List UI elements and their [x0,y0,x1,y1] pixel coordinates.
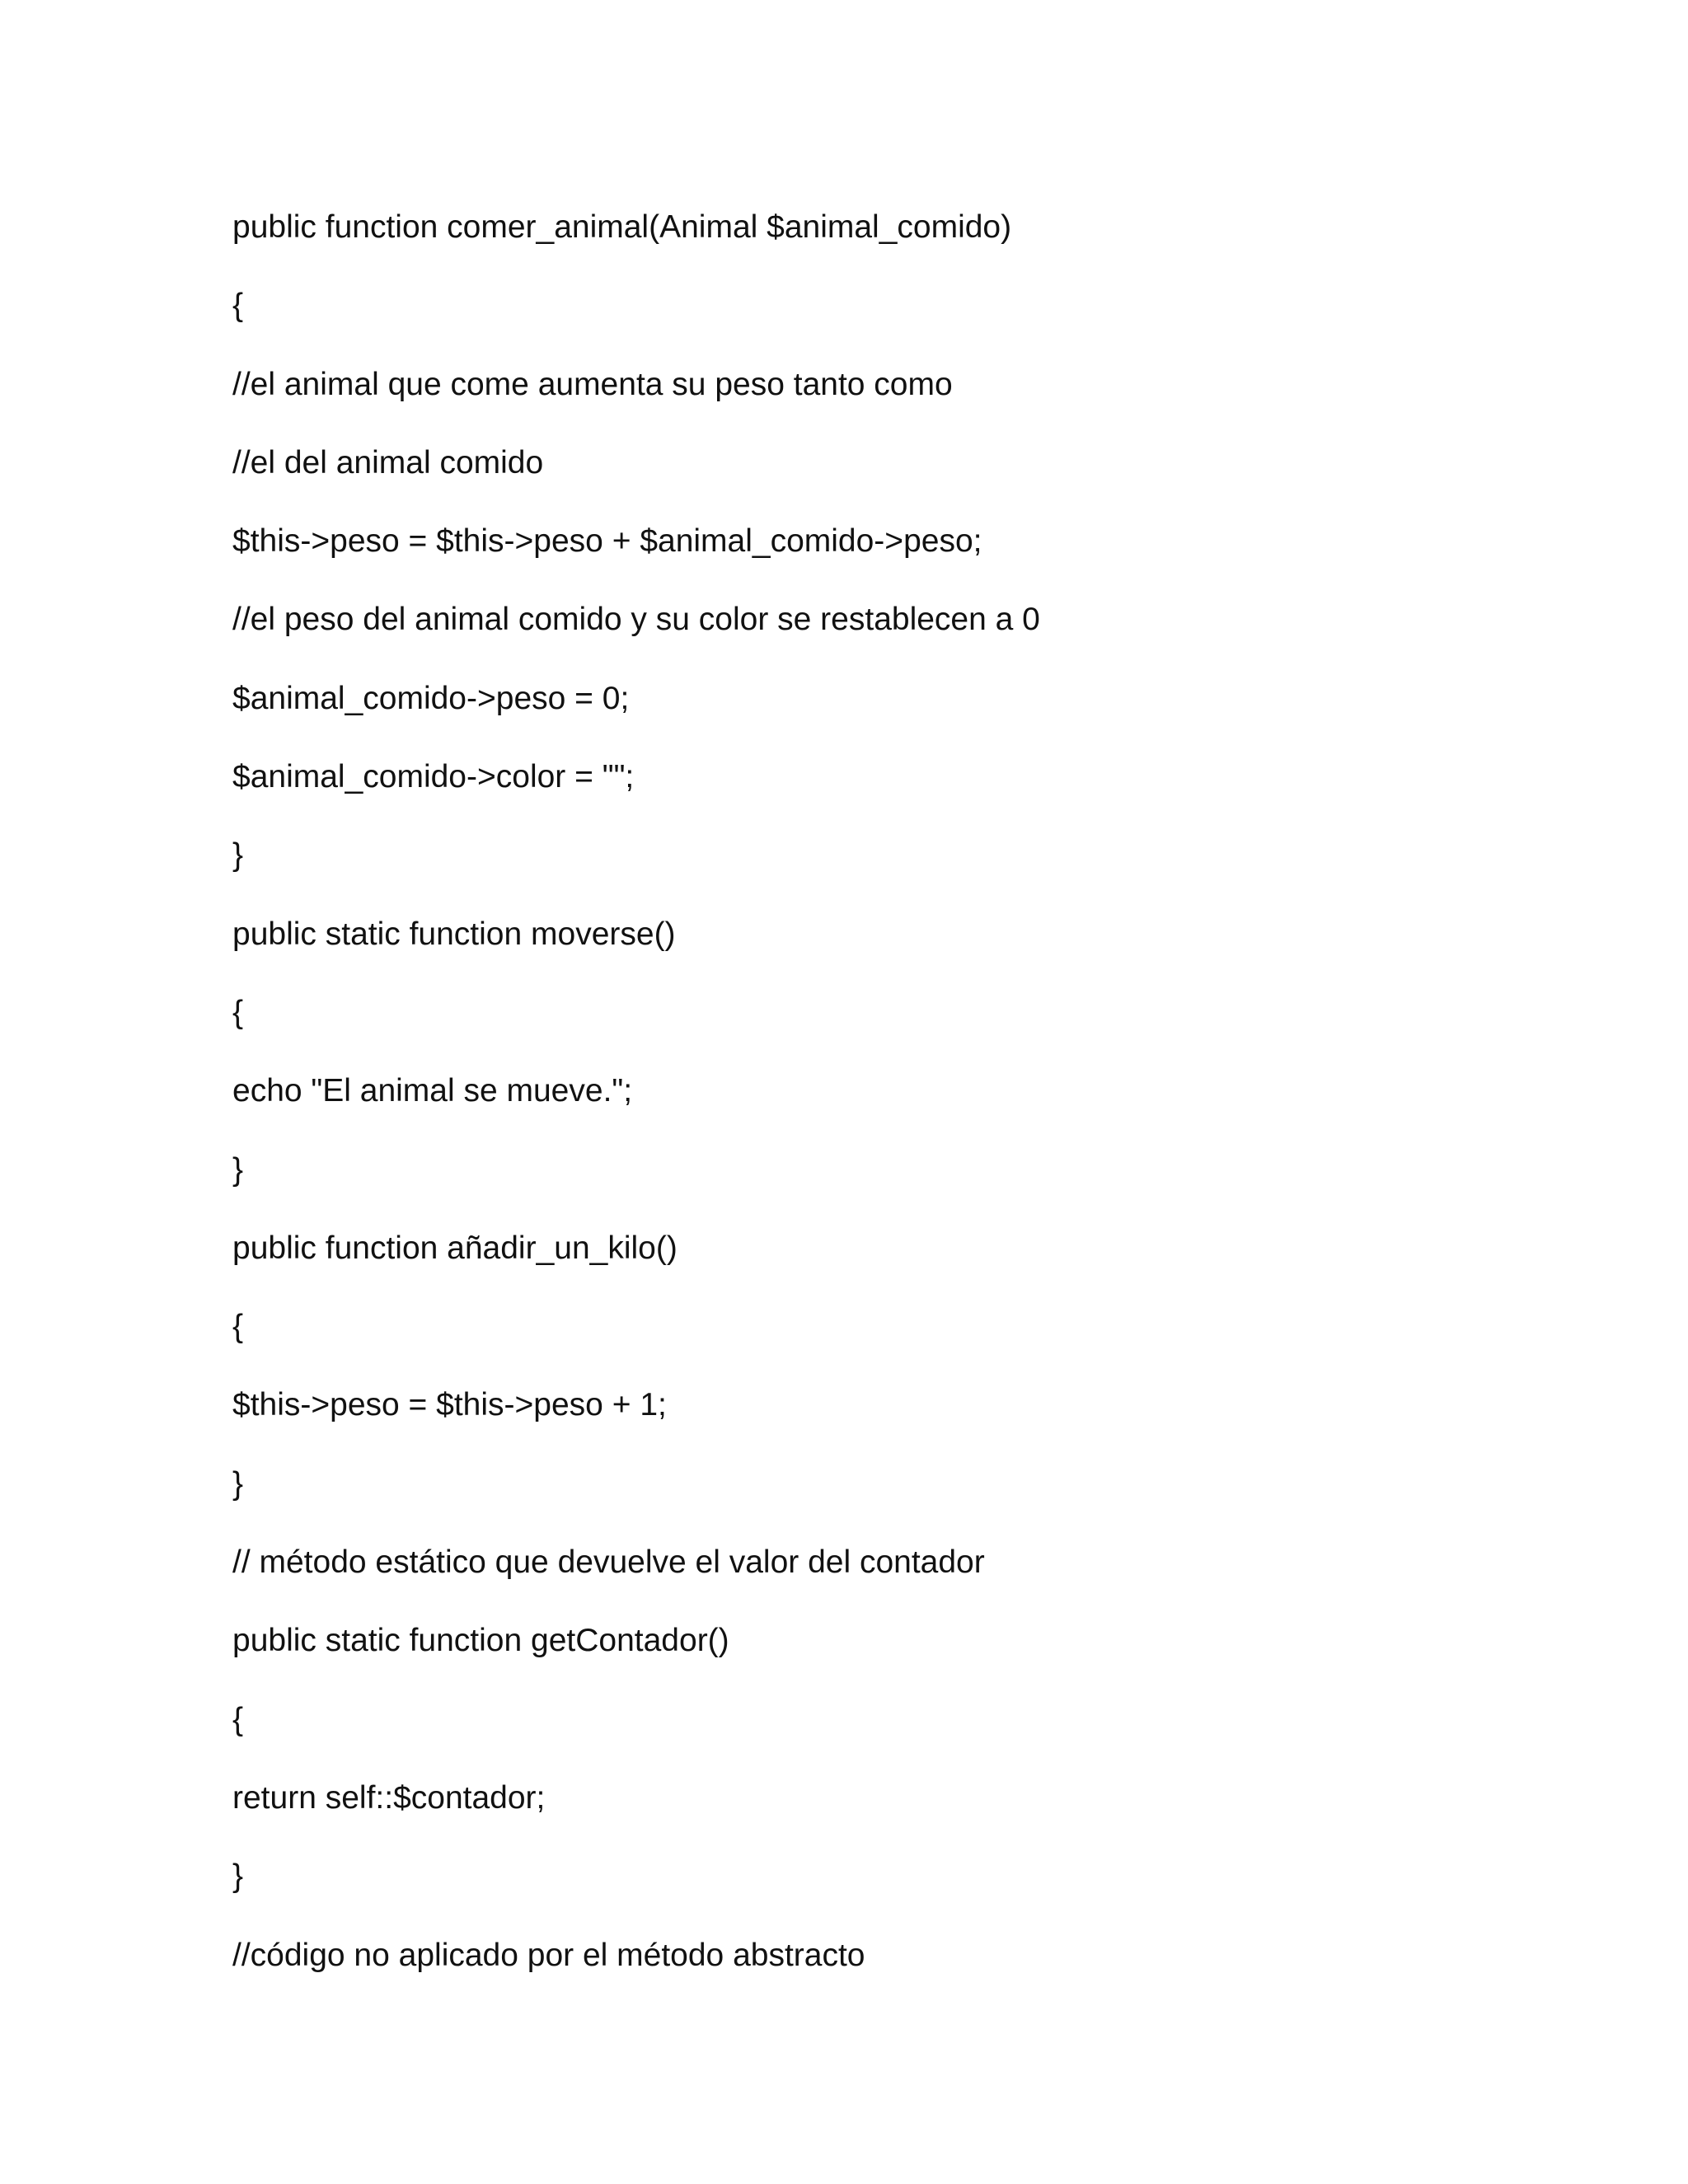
code-line-8: $animal_comido->color = ""; [232,759,635,795]
code-line-13: } [232,1151,244,1188]
code-listing [232,188,1551,1994]
code-line-6: //el peso del animal comido y su color se restablecen a 0 [232,602,1040,638]
code-line-5: $this->peso = $this->peso + $animal_comido->peso; [232,523,982,560]
code-line-10: public static function moverse() [232,916,676,952]
code-line-23: //código no aplicado por el método abstracto [232,1937,865,1973]
code-line-14: public function añadir_un_kilo() [232,1230,678,1266]
code-line-18: // método estático que devuelve el valor del contador [232,1544,985,1581]
code-line-22: } [232,1858,244,1895]
code-line-19: public static function getContador() [232,1623,729,1659]
code-line-15: { [232,1309,244,1345]
code-line-16: $this->peso = $this->peso + 1; [232,1387,667,1423]
code-line-11: { [232,994,244,1030]
code-line-1: public function comer_animal(Animal $animal_comido) [232,209,1012,245]
code-line-21: return self::$contador; [232,1779,546,1816]
code-line-3: //el animal que come aumenta su peso tanto como [232,366,953,402]
code-line-17: } [232,1465,244,1502]
code-line-20: { [232,1701,244,1737]
code-line-4: //el del animal comido [232,444,544,480]
code-line-12: echo "El animal se mueve."; [232,1073,633,1109]
code-line-7: $animal_comido->peso = 0; [232,680,630,716]
code-line-2: { [232,288,244,324]
code-line-9: } [232,837,244,874]
